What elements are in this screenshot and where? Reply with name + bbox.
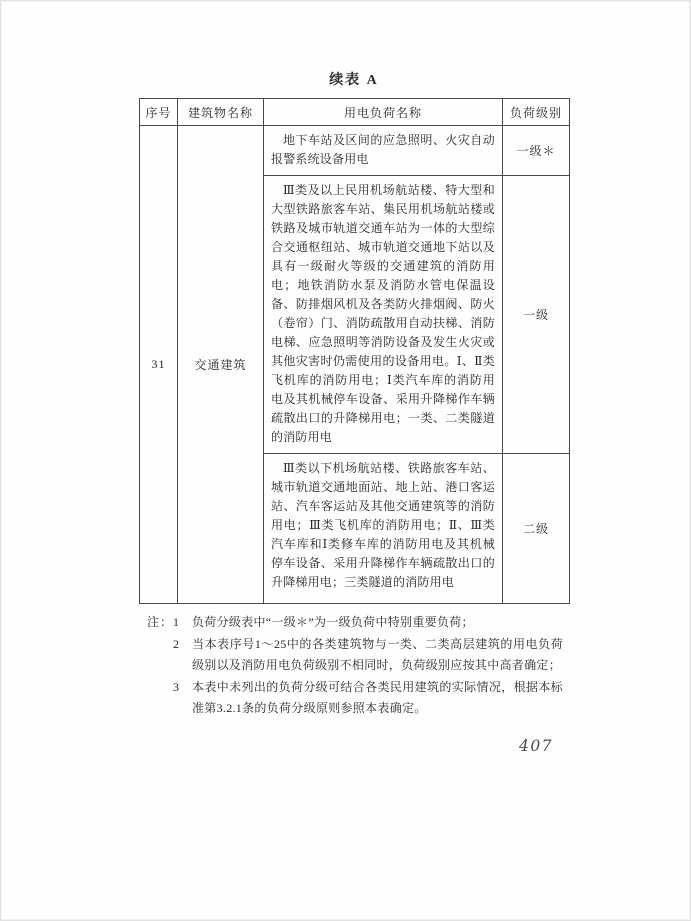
- note-number: 1: [173, 615, 179, 629]
- page-number: 407: [518, 737, 554, 755]
- table-header-row: [140, 99, 570, 126]
- cell-load-description-1: 地下车站及区间的应急照明、火灾自动报警系统设备用电: [264, 126, 503, 176]
- note-item-2: [147, 634, 563, 677]
- note-number: 3: [173, 679, 179, 694]
- note-text: 本表中未列出的负荷分级可结合各类民用建筑的实际情况，根据本标准第3.2.1条的负荷分级原则参照本表确定。: [192, 679, 563, 715]
- note-text: 当本表序号1～25中的各类建筑物与一类、二类高层建筑的用电负荷级别以及消防用电负荷级别不相同时，负荷级别应按其中高者确定；: [192, 636, 563, 672]
- note-text: 负荷分级表中“一级＊”为一级负荷中特别重要负荷；: [192, 615, 474, 629]
- col-header-building: 建筑物名称: [178, 99, 264, 126]
- table-title: 续表 A: [329, 73, 379, 88]
- note-item-3: [147, 677, 563, 720]
- cell-serial-number: 31: [140, 126, 178, 604]
- cell-load-level-1: 一级＊: [503, 126, 570, 176]
- table-row: [140, 126, 570, 176]
- cell-load-description-2: Ⅲ类及以上民用机场航站楼、特大型和大型铁路旅客车站、集民用机场航站楼或铁路及城市轨道交通车站为一体的大型综合交通枢纽站、城市轨道交通地下站以及具有一级耐火等级的交通建筑的消防用电；地铁消防水泵及消防水管电保温设备、防排烟风机及各类防火排烟阀、防火（卷帘）门、消防疏散用自动扶梯、消防电梯、应急照明等消防设备及发生火灾或其他灾害时仍需使用的设备用电。Ⅰ、Ⅱ类飞机库的消防用电；Ⅰ类汽车库的消防用电及其机械停车设备、采用升降梯作车辆疏散出口的升降梯用电；一类、二类隧道的消防用电: [264, 176, 503, 454]
- notes-label: 注：: [147, 615, 174, 629]
- note-number: 2: [173, 636, 179, 651]
- load-classification-table: [139, 98, 570, 604]
- col-header-load-name: 用电负荷名称: [264, 99, 503, 126]
- col-header-level: 负荷级别: [503, 99, 570, 126]
- notes-section: [139, 612, 563, 720]
- cell-load-level-3: 二级: [503, 454, 570, 604]
- cell-building-name: 交通建筑: [178, 126, 264, 604]
- page-content: [139, 69, 569, 720]
- note-item-1: [147, 612, 563, 634]
- col-header-serial: 序号: [140, 99, 178, 126]
- cell-load-description-3: Ⅲ类以下机场航站楼、铁路旅客车站、城市轨道交通地面站、地上站、港口客运站、汽车客运站及其他交通建筑等的消防用电；Ⅲ类飞机库的消防用电；Ⅱ、Ⅲ类汽车库和Ⅰ类修车库的消防用电及其机械停车设备、采用升降梯作车辆疏散出口的升降梯用电；三类隧道的消防用电: [264, 454, 503, 604]
- cell-load-level-2: 一级: [503, 176, 570, 454]
